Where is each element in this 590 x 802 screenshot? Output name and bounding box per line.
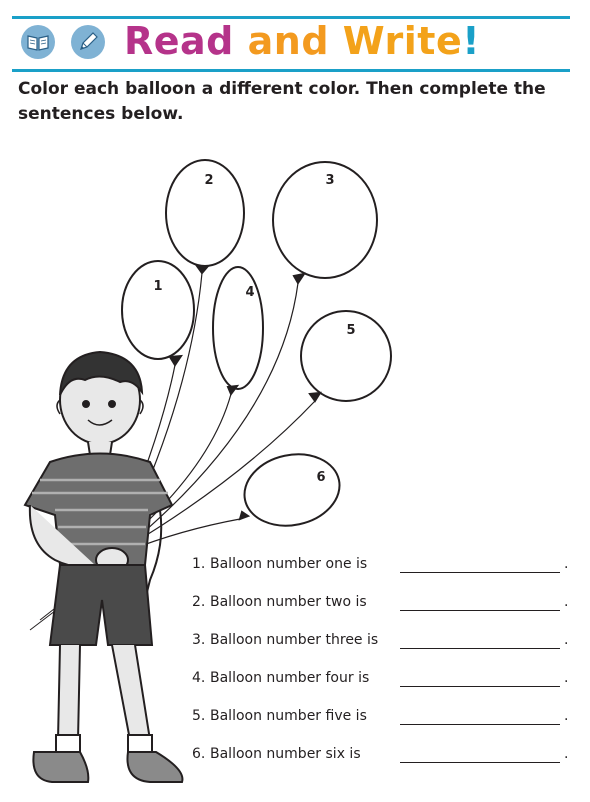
sentence-5	[192, 704, 582, 742]
sentence-number: 4.	[192, 670, 206, 686]
sentence-period: .	[564, 594, 569, 610]
title-word: and	[247, 19, 330, 63]
balloon-6	[238, 446, 346, 534]
title-word: !	[462, 19, 481, 63]
title-word	[329, 19, 343, 63]
answer-blank-1[interactable]	[400, 572, 560, 573]
sentence-1	[192, 552, 582, 590]
title-word	[234, 19, 248, 63]
balloon-number-4: 4	[245, 285, 255, 300]
sentence-text: Balloon number five is	[210, 708, 367, 724]
answer-blank-3[interactable]	[400, 648, 560, 649]
answer-blank-4[interactable]	[400, 686, 560, 687]
sentence-text: Balloon number two is	[210, 594, 367, 610]
sentence-period: .	[564, 708, 569, 724]
balloon-4	[213, 267, 263, 389]
balloon-number-2: 2	[204, 173, 214, 188]
balloon-1	[122, 261, 194, 359]
sentence-text: Balloon number four is	[210, 670, 370, 686]
sentence-period: .	[564, 556, 569, 572]
balloon-number-5: 5	[346, 323, 356, 338]
header-bottom-rule	[12, 69, 570, 72]
sentence-text: Balloon number one is	[210, 556, 368, 572]
balloon-number-3: 3	[325, 173, 335, 188]
book-icon	[20, 24, 56, 60]
answer-blank-2[interactable]	[400, 610, 560, 611]
answer-blank-5[interactable]	[400, 724, 560, 725]
title-word: Write	[342, 19, 463, 63]
pencil-icon	[70, 24, 106, 60]
sentence-period: .	[564, 670, 569, 686]
page-title	[124, 16, 480, 66]
sentence-list	[192, 552, 582, 780]
sentence-2	[192, 590, 582, 628]
answer-blank-6[interactable]	[400, 762, 560, 763]
sentence-4	[192, 666, 582, 704]
sentence-number: 5.	[192, 708, 206, 724]
title-word: Read	[124, 19, 234, 63]
sentence-period: .	[564, 632, 569, 648]
sentence-text: Balloon number six is	[210, 746, 361, 762]
sentence-number: 1.	[192, 556, 206, 572]
sentence-6	[192, 742, 582, 780]
sentence-number: 6.	[192, 746, 206, 762]
sentence-3	[192, 628, 582, 666]
sentence-text: Balloon number three is	[210, 632, 379, 648]
sentence-number: 2.	[192, 594, 206, 610]
balloon-number-6: 6	[316, 470, 326, 485]
instructions-text: Color each balloon a different color. Then complete the sentences below.	[18, 79, 546, 124]
sentence-period: .	[564, 746, 569, 762]
balloon-number-1: 1	[153, 279, 163, 294]
sentence-number: 3.	[192, 632, 206, 648]
